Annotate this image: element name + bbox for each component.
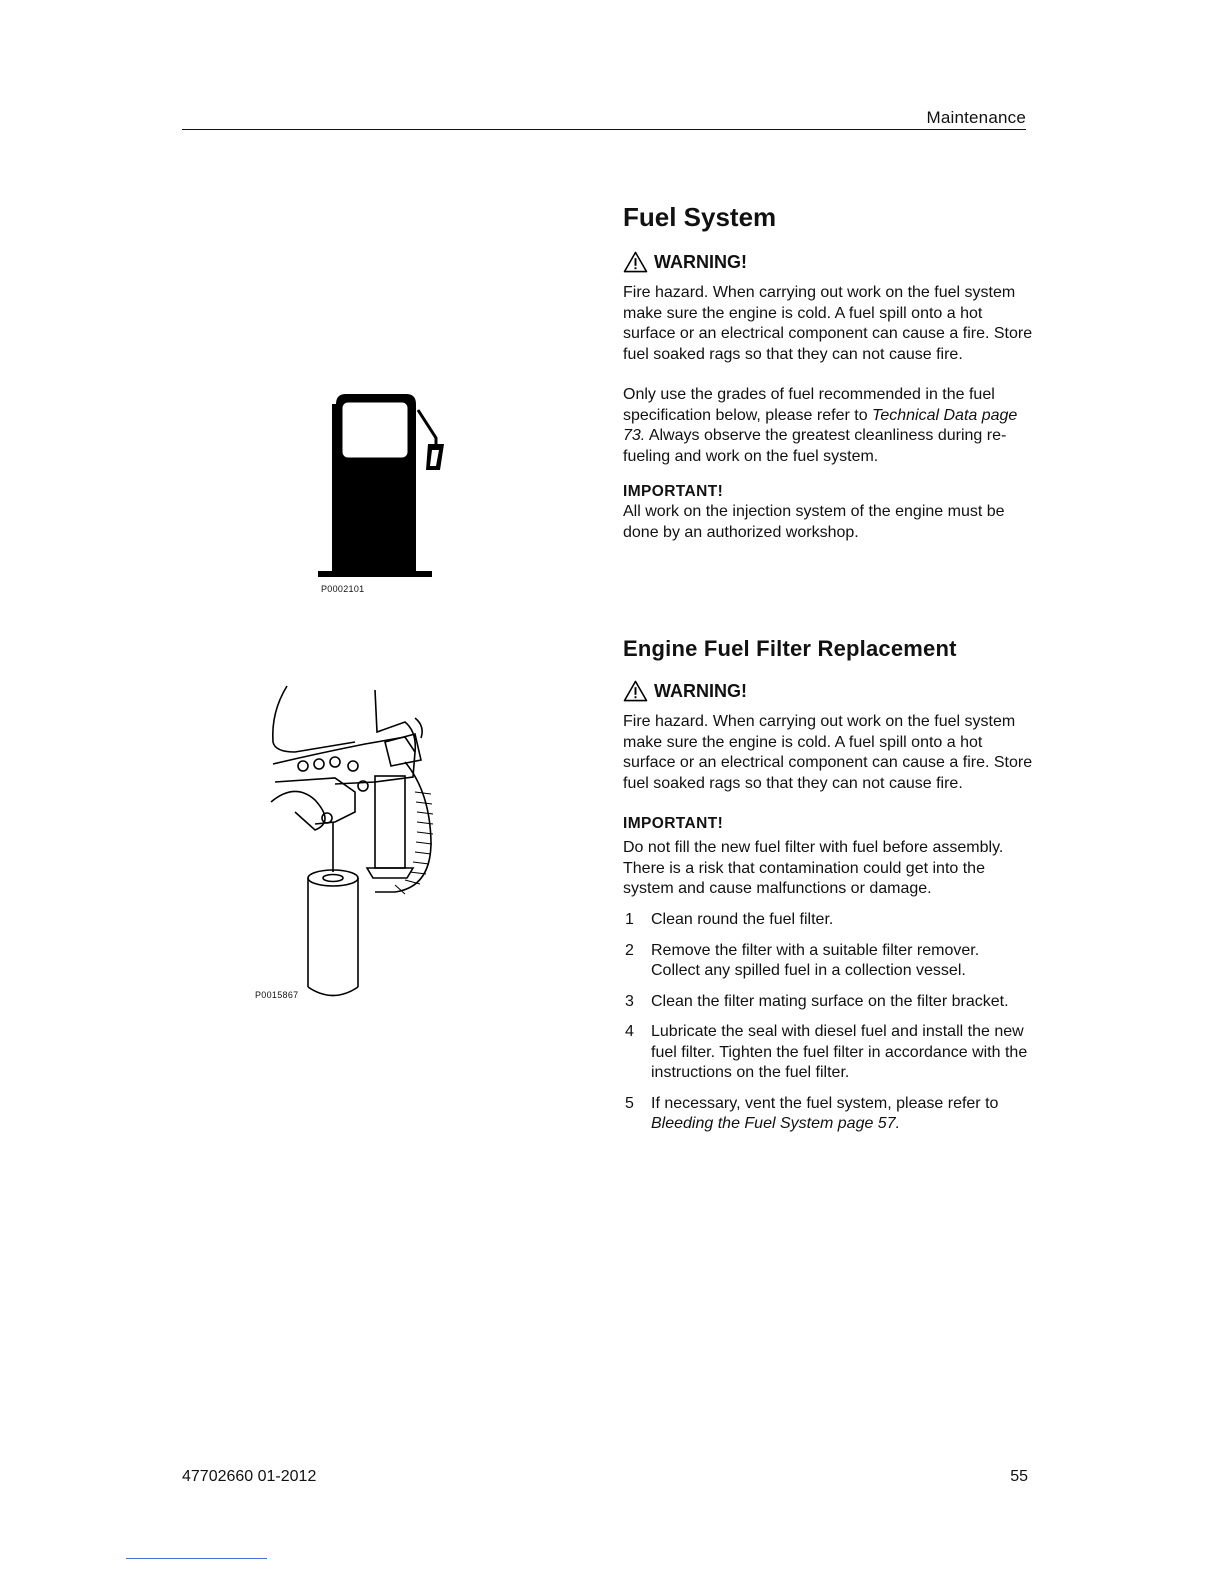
step-text: Clean the filter mating surface on the filter bracket.	[651, 992, 1009, 1010]
fuel-pump-icon	[318, 388, 468, 580]
step-text: Remove the filter with a suitable filter remover. Collect any spilled fuel in a collection vessel.	[651, 941, 980, 979]
step-number: 3	[625, 992, 634, 1010]
warning-text: Fire hazard. When carrying out work on the fuel system make sure the engine is cold. A fuel spill onto a hot surface or an electrical component can cause a fire. Store fuel soaked rags so that they can not cause fire.	[623, 284, 1033, 363]
step-text: Clean round the fuel filter.	[651, 911, 834, 928]
list-item	[625, 910, 1031, 931]
warning-triangle-icon	[623, 680, 648, 702]
fuel-grade-text: Only use the grades of fuel recommended in the fuel specification below, please refer to	[623, 386, 995, 424]
fuel-grade-paragraph	[623, 385, 1033, 467]
section-title-filter-replacement: Engine Fuel Filter Replacement	[623, 636, 957, 661]
step-number: 5	[625, 1094, 634, 1112]
important-label: IMPORTANT!	[623, 815, 724, 832]
warning-heading	[623, 680, 1033, 702]
running-header-section: Maintenance	[926, 108, 1026, 127]
fuel-pump-figure	[318, 388, 468, 580]
step-number: 4	[625, 1023, 634, 1040]
footer-page-number: 55	[1010, 1468, 1028, 1485]
step-text-part: If necessary, vent the fuel system, please refer to	[651, 1094, 999, 1112]
important-text: All work on the injection system of the engine must be done by an authorized workshop.	[623, 503, 1005, 541]
fuel-pump-figure-caption: P0002101	[321, 584, 365, 594]
header-rule	[182, 129, 1026, 130]
warning-triangle-icon	[623, 251, 648, 273]
replacement-steps-list	[625, 910, 1031, 1145]
fuel-grade-text-cont: Always observe the greatest cleanliness during re-fueling and work on the fuel system.	[623, 427, 1007, 465]
important-text: Do not fill the new fuel filter with fuel before assembly. There is a risk that contamination could get into the system and cause malfunctions or damage.	[623, 839, 1004, 897]
fuel-filter-illustration	[255, 682, 445, 1004]
fuel-filter-figure-caption: P0015867	[255, 990, 299, 1000]
list-item	[625, 1094, 1031, 1135]
technical-data-reference-link[interactable]: Technical Data page 73.	[623, 406, 1018, 444]
warning-heading	[623, 251, 1033, 273]
step-number: 1	[625, 911, 634, 928]
list-item	[625, 992, 1031, 1013]
warning-label: WARNING!	[654, 251, 747, 272]
section-title-fuel-system: Fuel System	[623, 202, 777, 232]
warning-label: WARNING!	[654, 680, 747, 701]
step-text	[651, 1094, 1031, 1135]
step-text: Lubricate the seal with diesel fuel and install the new fuel filter. Tighten the fuel filter in accordance with the instructions on the fuel filter.	[651, 1023, 1028, 1081]
warning-text: Fire hazard. When carrying out work on the fuel system make sure the engine is cold. A fuel spill onto a hot surface or an electrical component can cause a fire. Store fuel soaked rags so that they can not cause fire.	[623, 713, 1033, 792]
fuel-filter-figure	[255, 682, 445, 1004]
step-number: 2	[625, 941, 634, 959]
important-label: IMPORTANT!	[623, 483, 724, 500]
list-item	[625, 1022, 1031, 1084]
list-item	[625, 941, 1031, 982]
footer-document-number: 47702660 01-2012	[182, 1468, 317, 1485]
scan-artifact-line	[126, 1558, 267, 1559]
bleeding-fuel-system-reference-link[interactable]: Bleeding the Fuel System page 57.	[651, 1115, 901, 1132]
